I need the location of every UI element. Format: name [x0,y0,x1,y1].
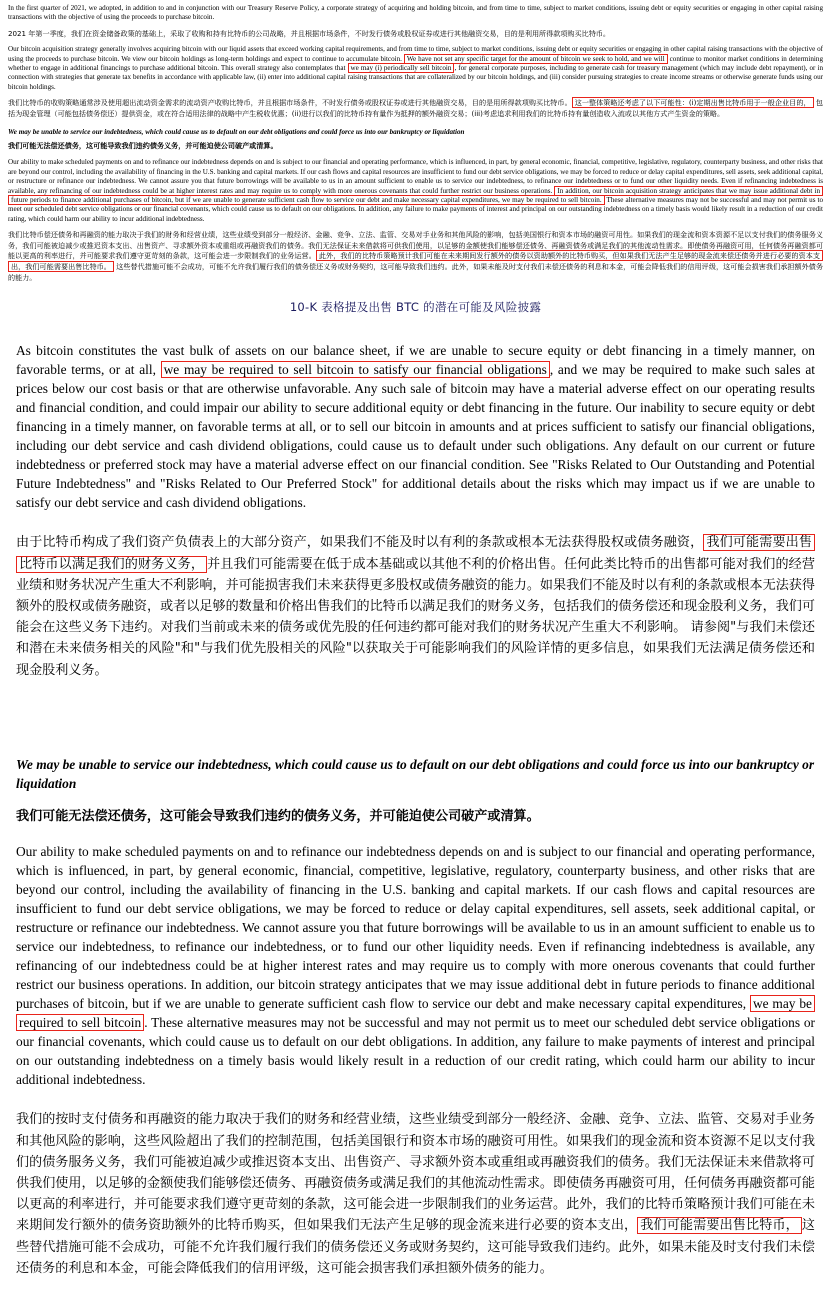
heading-en-indebtedness-main: We may be unable to service our indebtedness, which could cause us to default on our debt obligations and could force us into our bankruptcy or liquidation [16,756,815,791]
figure-caption: 10-K 表格提及出售 BTC 的潜在可能及风险披露 [289,300,542,315]
block-cn-debt-service-main [16,1109,815,1279]
highlight-periodically-sell-bitcoin: we may (i) periodically sell bitcoin [348,63,455,73]
highlight-no-target: We have not set any specific target for the amount of bitcoin we seek to hold, and we will [404,54,668,64]
text-run: 并且我们可能需要在低于成本基础或以其他不利的价格出售。任何此类比特币的出售都可能对我们的经营业绩和财务状况产生重大不利影响，并可能损害我们未来获得更多股权或债务融资的能力。如果我们不能及时以有利的条款或根本无法获得额外的股权或债务融资，或者以足够的数量和价格出售我们的比特币以满足我们的财务义务，包括我们的债务偿还和现金股利义务，我们可能会在这些义务下违约。对我们当前或未来的债务或优先股的任何违约都可能对我们的财务状况产生重大不利影响。 请参阅"与我们未偿还和潜在未来债务相关的风险"和"与我们优先股相关的风险"以获取关于可能影响我们的风险详情的更多信息，如果我们无法满足债务偿还和现金股利义务。 [16,556,815,678]
highlight-sell-bitcoin-main: we may be required to sell bitcoin [16,995,815,1031]
highlight-cn-sell-bitcoin-satisfy-obligations: 我们可能需要出售比特币以满足我们的财务义务， [16,534,815,572]
text-run: As bitcoin constitutes the vast bulk of assets on our balance sheet, if we are unable to secure equity or debt financing in a timely manner, on favorable terms, or at all, [16,343,815,378]
highlight-sell-bitcoin-satisfy-obligations: we may be required to sell bitcoin to satisfy our financial obligations [161,361,550,378]
block-en-debt-service-main [16,842,815,1089]
paragraph-cn-intro: 2021 年第一季度，我们在资金储备政策的基础上，采取了收购和持有比特币的公司战略，并且根据市场条件，不时发行债务或股权证券或进行其他融资交易，目的是利用所得款项购买比特币。 [8,28,610,38]
heading-cn-indebtedness-top: 我们可能无法偿还债务，这可能导致我们违约债务义务，并可能迫使公司破产或清算。 [8,140,278,150]
text-run: continue to monitor market conditions in determining whether to engage in additional financings to purchase additional bitcoin. This overall strategy also contemplates that [8,54,823,73]
section-spacer [8,703,823,729]
highlight-cn-may-need-to-sell-bitcoin: 此外，我们的比特币策略预计我们可能在未来期间发行额外的债务以资助额外的比特币购买，但如果我们无法产生足够的现金流来偿还债务并进行必要的资本支出，我们可能需要出售比特币。 [8,250,823,272]
highlight-cn-sell-bitcoin-main: 我们可能需要出售比特币， [637,1217,802,1234]
text-run: These alternative measures may not be successful and may not permit us to meet our scheduled debt service obligations or our financial covenants, which could cause us to default on our obligations. In addition, any failure to make payments of interest and principal on our outstanding indebtedness on a timely basis would likely result in a reduction of our credit rating, which could harm our ability to incur additional indebtedness. [8,195,823,223]
highlight-cn-periodically-sell: 这一整体策略还考虑了以下可能性：(i)定期出售比特币用于一般企业目的， [572,97,814,108]
heading-en-indebtedness-top: We may be unable to service our indebtedness, which could cause us to default on our debt obligations and could force us into our bankruptcy or liquidation [8,128,465,137]
block-en-bitcoin-bulk-assets [16,341,815,512]
text-run: 这些替代措施可能不会成功，可能不允许我们履行我们的债务偿还义务或财务契约，这可能导致我们违约。此外，如果未能及时支付我们未偿还债务的利息和本金，可能会降低我们的信用评级，这可能会损害我们承担额外债务的能力。 [8,261,823,282]
text-run: 我们的按时支付债务和再融资的能力取决于我们的财务和经营业绩，这些业绩受到部分一般经济、金融、竞争、立法、监管、交易对手业务和其他风险的影响，这些风险超出了我们的控制范围，包括美国银行和资本市场的融资可用性。如果我们的现金流和资本资源不足以支付我们的债务服务义务，我们可能被迫减少或推迟资本支出、出售资产、寻求额外资本或重组或再融资我们的债务。我们无法保证未来借款将可供我们使用，以足够的金额使我们能够偿还债务、再融资债务或满足我们的其他流动性需求。即使债务再融资可用，任何债务再融资都可能以更高的利率进行，并可能要求我们遵守更苛刻的条款，这可能会进一步限制我们的业务运营。此外，我们的比特币策略预计我们可能在未来期间发行额外的债务资助额外的比特币购买，但如果我们无法产生足够的现金流来进行必要的资本支出， [16,1112,815,1234]
text-run: , for general corporate purposes, including to generate cash for treasury management (which may include debt repayment), or in connection with strategies that generate tax benefits in accordance with applicable law, (ii) enter into additional capital raising transactions that are collateralized by our bitcoin holdings, and (iii) consider pursuing strategies to create income streams or otherwise generate funds using our bitcoin holdings. [8,64,823,91]
text-run: Our ability to make scheduled payments on and to refinance our indebtedness depends on and is subject to our financial and operating performance, which is influenced, in part, by general economic, financial, competitive, legislative, regulatory, counterparty business, and other risks that are beyond our control, including the availability of financing in the U.S. banking and capital markets. If our cash flows and capital resources are insufficient to fund our debt service obligations, we may be forced to reduce or delay capital expenditures, sell assets, seek additional capital, or restructure or refinance our indebtedness. We cannot assure you that future borrowings will be available to us in an amount sufficient to enable us to service our indebtedness, to refinance our indebtedness or to fund our other liquidity needs. Even if refinancing indebtedness is available, any refinancing of our indebtedness could be at higher interest rates and may require us to comply with more onerous covenants that could further restrict our business operations. [8,158,823,195]
text-run: 我们比特币的收购策略通常涉及使用超出流动资金需求的流动资产收购比特币，并且根据市场条件，不时发行债务或股权证券或进行其他融资交易，目的是用所得款项购买比特币。 [8,98,572,108]
text-run: , and we may be required to make such sales at prices below our cost basis or that are otherwise unfavorable. Any such sale of bitcoin may have a material adverse effect on our operating results and financial condition, and could impair our ability to secure additional equity or debt financing in the future. Our inability to secure equity or debt financing in a timely manner, on favorable terms at all, or to sell our bitcoin in amounts and at prices sufficient to satisfy our financial obligations, including our debt service and cash dividend obligations, could cause us to default under such obligations. Any default on our current or future indebtedness or preferred stock may have a material adverse effect on our financial condition. See "Risks Related to Our Outstanding and Potential Future Indebtedness" and "Risks Related to Our Preferred Stock" for additional details about the risks which may impact us if we are unable to satisfy our debt service and cash dividend obligations. [16,362,815,511]
paragraph-en-strategy [8,45,823,92]
text-run: 由于比特币构成了我们资产负债表上的大部分资产，如果我们不能及时以有利的条款或根本无法获得股权或债务融资， [16,535,704,551]
highlight-may-be-required-to-sell-bitcoin: In addition, our bitcoin acquisition strategy anticipates that we may issue additional debt in future periods to finance additional purchases of bitcoin, but if we are unable to generate sufficient cash flow to service our debt and make necessary capital expenditures, we may be required to sell bitcoin. [8,186,823,205]
paragraph-en-intro: In the first quarter of 2021, we adopted, in addition to and in conjunction with our Treasury Reserve Policy, a corporate strategy of acquiring and holding bitcoin, and from time to time, subject to market conditions, issuing debt or equity securities or engaging in other capital raising transactions with the objective of using the proceeds to purchase bitcoin. [8,4,823,22]
text-run: Our ability to make scheduled payments on and to refinance our indebtedness depends on and is subject to our financial and operating performance, which is influenced, in part, by general economic, financial, competitive, legislative, regulatory, counterparty business, and other risks that are beyond our control, including the availability of financing in the U.S. banking and capital markets. If our cash flows and capital resources are insufficient to fund our debt service obligations, we may be forced to reduce or delay capital expenditures, sell assets, seek additional capital, or restructure or refinance our indebtedness. We cannot assure you that future borrowings will be available to us in an amount sufficient to enable us to service our indebtedness, to refinance our indebtedness, or to fund our other liquidity needs. Even if refinancing indebtedness is available, any refinancing of our indebtedness could be at higher interest rates and may require us to comply with more onerous covenants that could further restrict our business operations. In addition, our bitcoin strategy anticipates that we may issue additional debt in future periods to finance additional purchases of bitcoin, but if we are unable to generate sufficient cash flow to service our debt and make necessary capital expenditures, [16,843,815,1012]
text-run: Our bitcoin acquisition strategy generally involves acquiring bitcoin with our liquid assets that exceed working capital requirements, and from time to time, subject to market conditions, issuing debt or equity securities or engaging in other capital raising transactions with the objective of using the proceeds to purchase bitcoin. We view our bitcoin holdings as long-term holdings and expect to continue to accumulate bitcoin. [8,45,823,63]
block-cn-bitcoin-bulk-assets [16,532,815,680]
paragraph-en-debt-service [8,158,823,224]
heading-cn-indebtedness-main: 我们可能无法偿还债务，这可能会导致我们违约的债务义务，并可能迫使公司破产或清算。 [16,808,540,824]
text-run: 这些替代措施可能不会成功，可能不允许我们履行我们的债务偿还义务或财务契约，这可能导致我们违约。此外，如果未能及时支付我们未偿还债务的利息和本金，可能会降低我们的信用评级，这可能会损害我们承担额外债务的能力。 [16,1218,815,1276]
text-run: 包括为现金管理（可能包括债务偿还）提供资金，或在符合适用法律的战略中产生税收优惠；(ii)进行以我们的比特币持有量作为抵押的额外融资交易；(iii)考虑追求利用我们的比特币持有量创造收入流或以其他方式产生资金的策略。 [8,98,823,118]
text-run: . These alternative measures may not be successful and may not permit us to meet our scheduled debt service obligations or our financial covenants, which could cause us to default on our debt obligations. In addition, any failure to make payments of interest and principal on our outstanding indebtedness on a timely basis would likely result in a reduction of our credit rating, which could harm our ability to incur additional indebtedness. [16,1015,816,1088]
paragraph-cn-debt-service [8,230,823,283]
text-run: 我们比特币偿还债务和再融资的能力取决于我们的财务和经营业绩，这些业绩受到部分一般经济、金融、竞争、立法、监管、交易对手业务和其他风险的影响，包括美国银行和资本市场的融资可用性。如果我们的现金流和资本资源不足以支付我们的债务服务义务，我们可能被迫减少或推迟资本支出、出售资产、寻求额外资本或重组或再融资我们的债务。我们无法保证未来借款将可供我们使用，以足够的金额使我们能够偿还债务、再融资债务或满足我们的其他流动性需求。即使债务再融资可用，任何债务再融资都可能以更高的利率进行，并可能要求我们遵守更苛刻的条款，这可能会进一步限制我们的业务运营。 [8,229,823,261]
paragraph-cn-strategy [8,98,823,119]
